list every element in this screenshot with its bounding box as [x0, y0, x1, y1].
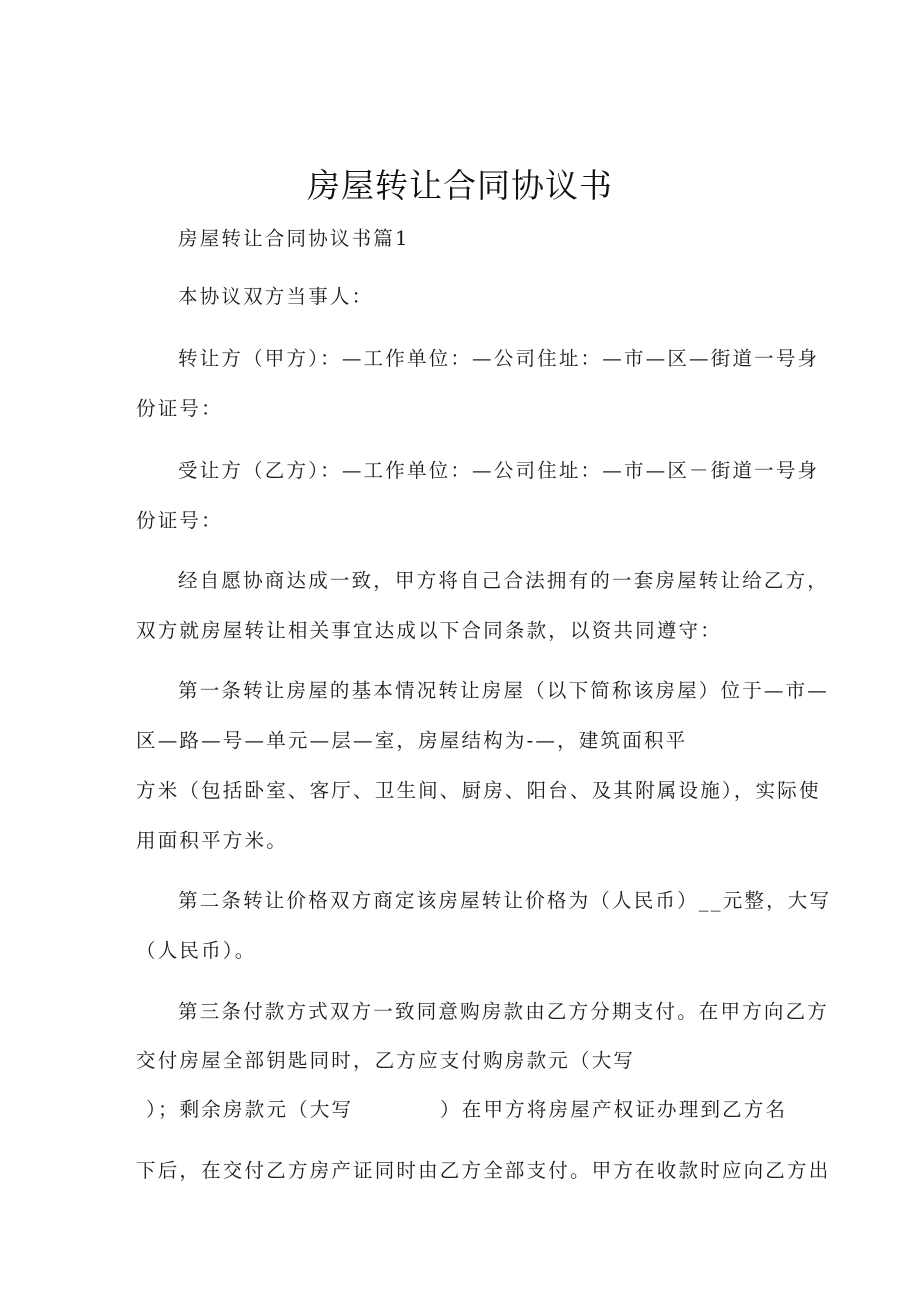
party-b-line-1: 受让方（乙方）：—工作单位：—公司住址：—市—区－街道一号身 [178, 459, 820, 482]
article-3-line-3: ）；剩余房款元（大写 ）在甲方将房屋产权证办理到乙方名 [146, 1098, 788, 1121]
party-b-line-2: 份证号： [136, 509, 223, 532]
article-2-line-2: （人民币）。 [136, 939, 257, 962]
document-title: 房屋转让合同协议书 [307, 166, 613, 205]
agreement-para-line-2: 双方就房屋转让相关事宜达成以下合同条款，以资共同遵守： [136, 619, 722, 642]
article-3-line-4: 下后，在交付乙方房产证同时由乙方全部支付。甲方在收款时应向乙方出 [136, 1159, 831, 1182]
party-a-line-2: 份证号： [136, 397, 223, 420]
article-1-line-4: 用面积平方米。 [136, 829, 288, 852]
parties-intro: 本协议双方当事人： [178, 285, 374, 308]
party-a-line-1: 转让方（甲方）：—工作单位：—公司住址：—市—区—街道一号身 [178, 347, 820, 370]
agreement-para-line-1: 经自愿协商达成一致，甲方将自己合法拥有的一套房屋转让给乙方， [178, 569, 830, 592]
article-1-line-3: 方米（包括卧室、客厅、卫生间、厨房、阳台、及其附属设施），实际使 [136, 779, 821, 802]
section-heading: 房屋转让合同协议书篇1 [178, 227, 410, 250]
article-3-line-2: 交付房屋全部钥匙同时，乙方应支付购房款元（大写 [136, 1049, 636, 1072]
article-2-line-1: 第二条转让价格双方商定该房屋转让价格为（人民币）__元整，大写 [178, 889, 832, 912]
article-1-line-2: 区—路—号—单元—层—室，房屋结构为-—，建筑面积平 [136, 729, 688, 752]
article-3-line-1: 第三条付款方式双方一致同意购房款由乙方分期支付。在甲方向乙方 [178, 1000, 830, 1023]
article-1-line-1: 第一条转让房屋的基本情况转让房屋（以下简称该房屋）位于—市— [178, 679, 830, 702]
